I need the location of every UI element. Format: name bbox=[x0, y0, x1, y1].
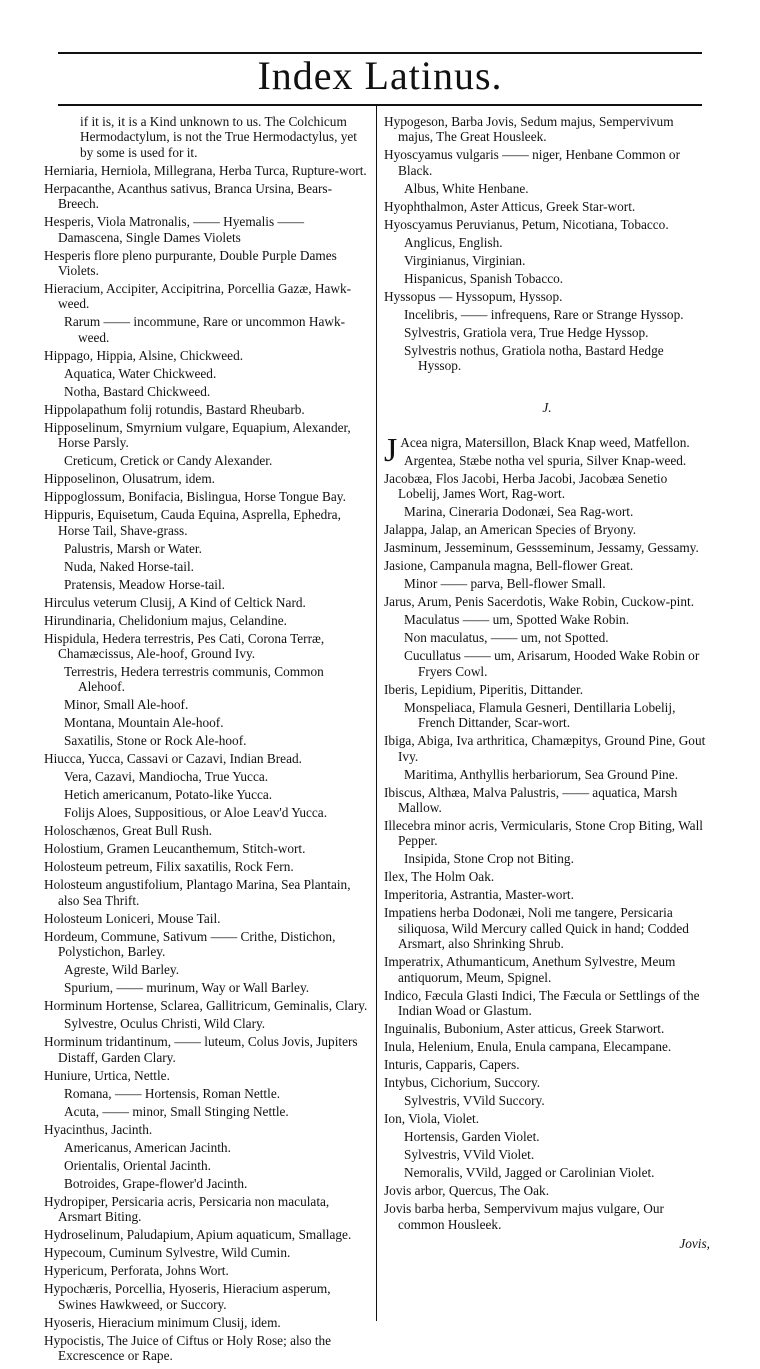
index-entry bbox=[44, 163, 368, 178]
index-entry bbox=[44, 929, 368, 960]
index-entry bbox=[64, 697, 368, 712]
index-entry bbox=[44, 1227, 368, 1242]
index-entry bbox=[404, 271, 710, 286]
index-entry bbox=[384, 818, 710, 849]
entry-text: Maritima, Anthyllis herbariorum, Sea Ground Pine. bbox=[404, 766, 679, 782]
index-entry bbox=[404, 325, 710, 340]
index-entry bbox=[44, 489, 368, 504]
entry-text: Imperatrix, Athumanticum, Anethum Sylvestre, Meum antiquorum, Meum, Spignel. bbox=[384, 954, 676, 985]
index-entry bbox=[44, 471, 368, 486]
entry-text: Romana, —— Hortensis, Roman Nettle. bbox=[64, 1085, 281, 1101]
index-entry bbox=[44, 823, 368, 838]
index-entry bbox=[44, 1333, 368, 1364]
entry-text: Holostium, Gramen Leucanthemum, Stitch-wort. bbox=[44, 841, 306, 857]
entry-text: Jasione, Campanula magna, Bell-flower Great. bbox=[384, 558, 634, 574]
entry-text: Rarum —— incommune, Rare or uncommon Hawk-weed. bbox=[64, 314, 346, 345]
index-entry bbox=[44, 1034, 368, 1065]
index-entry bbox=[404, 1165, 710, 1180]
entry-text: Jovis barba herba, Sempervivum majus vulgare, Our common Housleek. bbox=[384, 1201, 664, 1232]
index-entry bbox=[44, 595, 368, 610]
index-entry bbox=[404, 851, 710, 866]
entry-text: Albus, White Henbane. bbox=[404, 180, 529, 196]
index-entry bbox=[404, 648, 710, 679]
entry-text: Hesperis flore pleno purpurante, Double Purple Dames Violets. bbox=[44, 247, 337, 279]
catchword: Jovis, bbox=[679, 1235, 710, 1251]
title-rule bbox=[58, 104, 702, 106]
entry-text: Holosteum angustifolium, Plantago Marina, Sea Plantain, also Sea Thrift. bbox=[44, 877, 351, 908]
index-entry bbox=[64, 314, 368, 345]
entry-text: Jasminum, Jesseminum, Gessseminum, Jessamy, Gessamy. bbox=[384, 540, 699, 556]
entry-text: Hyoscyamus Peruvianus, Petum, Nicotiana, Tobacco. bbox=[384, 216, 669, 232]
index-entry bbox=[404, 1129, 710, 1144]
entry-text: Hyophthalmon, Aster Atticus, Greek Star-wort. bbox=[384, 198, 636, 214]
index-entry bbox=[384, 114, 710, 145]
index-entry bbox=[404, 307, 710, 322]
entry-text: Hetich americanum, Potato-like Yucca. bbox=[64, 787, 273, 803]
entry-text: Orientalis, Oriental Jacinth. bbox=[64, 1157, 211, 1173]
entry-text: Agreste, Wild Barley. bbox=[64, 962, 180, 978]
index-entry bbox=[404, 235, 710, 250]
index-entry bbox=[384, 147, 710, 178]
index-entry bbox=[404, 1147, 710, 1162]
entry-text: Minor —— parva, Bell-flower Small. bbox=[404, 576, 606, 592]
entry-text: Creticum, Cretick or Candy Alexander. bbox=[64, 453, 273, 469]
index-entry bbox=[384, 905, 710, 951]
index-entry bbox=[404, 700, 710, 731]
entry-text: Holosteum petreum, Filix saxatilis, Rock Fern. bbox=[44, 859, 294, 875]
index-entry bbox=[44, 348, 368, 363]
entry-text: Anglicus, English. bbox=[404, 234, 503, 250]
index-entry bbox=[404, 453, 710, 468]
entry-text: Hyoscyamus vulgaris —— niger, Henbane Common or Black. bbox=[384, 147, 681, 178]
entry-text: Hipposelinum, Smyrnium vulgare, Equapium, Alexander, Horse Parsly. bbox=[44, 419, 351, 451]
index-entry bbox=[404, 253, 710, 268]
index-entry bbox=[64, 1104, 368, 1119]
index-entry bbox=[64, 715, 368, 730]
entry-text: Ibiscus, Althæa, Malva Palustris, —— aquatica, Marsh Mallow. bbox=[384, 784, 678, 816]
entry-text: Hyoseris, Hieracium minimum Clusij, idem. bbox=[44, 1314, 281, 1330]
entry-text: Hippago, Hippia, Alsine, Chickweed. bbox=[44, 347, 244, 363]
index-entry bbox=[64, 366, 368, 381]
entry-text: Intybus, Cichorium, Succory. bbox=[384, 1075, 541, 1091]
index-entry bbox=[384, 540, 710, 555]
index-entry bbox=[384, 1021, 710, 1036]
entry-text: Ion, Viola, Violet. bbox=[384, 1111, 480, 1127]
index-entry bbox=[64, 384, 368, 399]
index-entry bbox=[384, 954, 710, 985]
entry-text: Holosteum Loniceri, Mouse Tail. bbox=[44, 910, 221, 926]
entry-text: Insipida, Stone Crop not Biting. bbox=[404, 851, 574, 867]
index-entry bbox=[64, 787, 368, 802]
entry-text: Nuda, Naked Horse-tail. bbox=[64, 558, 194, 574]
entry-text: J. bbox=[542, 399, 552, 415]
index-entry bbox=[44, 214, 368, 245]
entry-text: Folijs Aloes, Suppositious, or Aloe Leav'd Yucca. bbox=[64, 805, 328, 821]
entry-text: Jacobæa, Flos Jacobi, Herba Jacobi, Jacobæa Senetio Lobelij, James Wort, Rag-wort. bbox=[384, 471, 668, 502]
index-entry bbox=[44, 1281, 368, 1312]
index-entry bbox=[404, 181, 710, 196]
entry-text: Hirculus veterum Clusij, A Kind of Celtick Nard. bbox=[44, 594, 306, 610]
entry-text: Cucullatus —— um, Arisarum, Hooded Wake Robin or Fryers Cowl. bbox=[404, 648, 700, 679]
index-entry bbox=[44, 281, 368, 312]
index-entry bbox=[64, 980, 368, 995]
entry-text: Montana, Mountain Ale-hoof. bbox=[64, 715, 224, 731]
entry-text: Herniaria, Herniola, Millegrana, Herba Turca, Rupture-wort. bbox=[44, 162, 367, 178]
index-entry bbox=[384, 1075, 710, 1090]
left-column bbox=[44, 114, 368, 1366]
index-entry bbox=[44, 613, 368, 628]
index-entry bbox=[384, 785, 710, 816]
entry-text: Nemoralis, VVild, Jagged or Carolinian Violet. bbox=[404, 1165, 655, 1181]
index-entry bbox=[44, 507, 368, 538]
index-entry bbox=[44, 751, 368, 766]
entry-text: Impatiens herba Dodonæi, Noli me tangere, Persicaria siliquosa, Wild Mercury called Quick in hand; Codded Arsmart, also Shrinking Shrub. bbox=[384, 905, 689, 952]
index-entry bbox=[384, 988, 710, 1019]
entry-text: Hispanicus, Spanish Tobacco. bbox=[404, 270, 564, 286]
index-entry bbox=[384, 558, 710, 573]
index-entry bbox=[384, 733, 710, 764]
entry-text: Marina, Cineraria Dodonæi, Sea Rag-wort. bbox=[404, 504, 634, 520]
entry-text: Aquatica, Water Chickweed. bbox=[64, 365, 217, 381]
index-entry bbox=[404, 343, 710, 374]
entry-text: Horminum Hortense, Sclarea, Gallitricum, Geminalis, Clary. bbox=[44, 998, 368, 1014]
entry-text: Hieracium, Accipiter, Accipitrina, Porcellia Gazæ, Hawk-weed. bbox=[44, 281, 352, 312]
index-entry bbox=[64, 541, 368, 556]
index-entry bbox=[384, 869, 710, 884]
entry-text: Saxatilis, Stone or Rock Ale-hoof. bbox=[64, 733, 247, 749]
entry-text: Vera, Cazavi, Mandiocha, True Yucca. bbox=[64, 769, 269, 785]
index-entry bbox=[384, 1057, 710, 1072]
index-entry bbox=[404, 612, 710, 627]
entry-text: Spurium, —— murinum, Way or Wall Barley. bbox=[64, 980, 310, 996]
index-entry bbox=[384, 1183, 710, 1198]
entry-text: Hortensis, Garden Violet. bbox=[404, 1129, 540, 1145]
index-entry bbox=[384, 289, 710, 304]
index-entry bbox=[404, 767, 710, 782]
index-entry bbox=[404, 1093, 710, 1108]
entry-text: Monspeliaca, Flamula Gesneri, Dentillaria Lobelij, French Dittander, Scar-wort. bbox=[404, 699, 676, 731]
index-entry bbox=[404, 630, 710, 645]
entry-text: Ilex, The Holm Oak. bbox=[384, 869, 495, 885]
entry-text: Sylvestris, Gratiola vera, True Hedge Hyssop. bbox=[404, 324, 649, 340]
entry-text: Holoschænos, Great Bull Rush. bbox=[44, 823, 213, 839]
index-entry bbox=[80, 114, 368, 160]
index-entry bbox=[44, 402, 368, 417]
index-entry bbox=[64, 733, 368, 748]
entry-text: Hypericum, Perforata, Johns Wort. bbox=[44, 1263, 229, 1279]
entry-text: Hipposelinon, Olusatrum, idem. bbox=[44, 471, 215, 487]
index-entry bbox=[44, 1194, 368, 1225]
entry-text: Sylvestris, VVild Violet. bbox=[404, 1147, 535, 1163]
entry-text: Hordeum, Commune, Sativum —— Crithe, Distichon, Polystichon, Barley. bbox=[44, 928, 336, 960]
entry-text: Pratensis, Meadow Horse-tail. bbox=[64, 576, 226, 592]
index-entry bbox=[64, 664, 368, 695]
index-entry bbox=[384, 522, 710, 537]
right-column bbox=[384, 114, 710, 1251]
index-entry bbox=[384, 199, 710, 214]
index-entry bbox=[384, 682, 710, 697]
index-entry bbox=[404, 504, 710, 519]
index-entry bbox=[44, 1122, 368, 1137]
entry-text: Hyacinthus, Jacinth. bbox=[44, 1121, 153, 1137]
index-entry bbox=[384, 471, 710, 502]
index-entry bbox=[44, 248, 368, 279]
index-entry bbox=[44, 1245, 368, 1260]
index-entry bbox=[384, 1039, 710, 1054]
entry-text: Minor, Small Ale-hoof. bbox=[64, 697, 189, 713]
entry-text: Jarus, Arum, Penis Sacerdotis, Wake Robin, Cuckow-pint. bbox=[384, 594, 695, 610]
index-entry bbox=[64, 962, 368, 977]
entry-text: Ibiga, Abiga, Iva arthritica, Chamæpitys, Ground Pine, Gout Ivy. bbox=[384, 733, 706, 764]
index-entry bbox=[384, 887, 710, 902]
entry-text: Jalappa, Jalap, an American Species of Bryony. bbox=[384, 522, 637, 538]
entry-text: Hispidula, Hedera terrestris, Pes Cati, Corona Terræ, Chamæcissus, Ale-hoof, Ground Ivy. bbox=[44, 630, 325, 662]
entry-text: Iberis, Lepidium, Piperitis, Dittander. bbox=[384, 681, 584, 697]
index-entry bbox=[44, 181, 368, 212]
index-entry bbox=[64, 1140, 368, 1155]
entry-text: Hydroselinum, Paludapium, Apium aquaticum, Smallage. bbox=[44, 1227, 352, 1243]
entry-text: Hypogeson, Barba Jovis, Sedum majus, Sempervivum majus, The Great Housleek. bbox=[384, 114, 674, 145]
index-entry bbox=[44, 841, 368, 856]
index-entry bbox=[64, 453, 368, 468]
entry-text: Inturis, Capparis, Capers. bbox=[384, 1057, 520, 1073]
entry-text: Hypochæris, Porcellia, Hyoseris, Hieracium asperum, Swines Hawkweed, or Succory. bbox=[44, 1281, 331, 1312]
entry-text: Terrestris, Hedera terrestris communis, Common Alehoof. bbox=[64, 664, 324, 695]
index-entry bbox=[64, 559, 368, 574]
entry-text: Notha, Bastard Chickweed. bbox=[64, 383, 211, 399]
entry-text: Sylvestris, VVild Succory. bbox=[404, 1093, 545, 1109]
index-entry bbox=[44, 1263, 368, 1278]
entry-text: Virginianus, Virginian. bbox=[404, 252, 526, 268]
entry-text: Hydropiper, Persicaria acris, Persicaria non maculata, Arsmart Biting. bbox=[44, 1193, 330, 1225]
entry-text: Hippuris, Equisetum, Cauda Equina, Asprella, Ephedra, Horse Tail, Shave-grass. bbox=[44, 507, 341, 538]
entry-text: Incelibris, —— infrequens, Rare or Strange Hyssop. bbox=[404, 306, 684, 322]
index-entry bbox=[384, 1201, 710, 1232]
entry-text: Huniure, Urtica, Nettle. bbox=[44, 1067, 170, 1083]
entry-text: Hiucca, Yucca, Cassavi or Cazavi, Indian Bread. bbox=[44, 751, 302, 767]
page-title: Index Latinus. bbox=[257, 53, 503, 98]
entry-text: Acuta, —— minor, Small Stinging Nettle. bbox=[64, 1103, 289, 1119]
entry-text: Americanus, American Jacinth. bbox=[64, 1139, 231, 1155]
entry-text: Hypecoum, Cuminum Sylvestre, Wild Cumin. bbox=[44, 1245, 291, 1261]
column-divider bbox=[376, 106, 377, 1321]
entry-text: Sylvestre, Oculus Christi, Wild Clary. bbox=[64, 1016, 266, 1032]
index-entry bbox=[404, 576, 710, 591]
section-letter bbox=[384, 400, 710, 415]
entry-text: Imperitoria, Astrantia, Master-wort. bbox=[384, 887, 574, 903]
index-entry bbox=[44, 877, 368, 908]
index-entry bbox=[44, 859, 368, 874]
index-entry bbox=[44, 911, 368, 926]
entry-text: Acea nigra, Matersillon, Black Knap weed, Matfellon. bbox=[400, 435, 690, 451]
entry-text: Maculatus —— um, Spotted Wake Robin. bbox=[404, 612, 630, 628]
entry-text: Argentea, Stæbe notha vel spuria, Silver Knap-weed. bbox=[404, 453, 687, 469]
index-entry bbox=[384, 594, 710, 609]
index-entry bbox=[64, 1016, 368, 1031]
index-entry bbox=[384, 1111, 710, 1126]
index-entry bbox=[44, 420, 368, 451]
entry-text: Palustris, Marsh or Water. bbox=[64, 540, 202, 556]
index-entry bbox=[44, 1068, 368, 1083]
index-entry bbox=[64, 1176, 368, 1191]
entry-text: Sylvestris nothus, Gratiola notha, Bastard Hedge Hyssop. bbox=[404, 342, 664, 374]
entry-text: Horminum tridantinum, —— luteum, Colus Jovis, Jupiters Distaff, Garden Clary. bbox=[44, 1034, 358, 1065]
entry-text: Hirundinaria, Chelidonium majus, Celandine. bbox=[44, 612, 287, 628]
index-entry bbox=[64, 1086, 368, 1101]
entry-text: Inula, Helenium, Enula, Enula campana, Elecampane. bbox=[384, 1039, 672, 1055]
entry-text: Jovis arbor, Quercus, The Oak. bbox=[384, 1183, 550, 1199]
entry-text: Hypocistis, The Juice of Ciftus or Holy Rose; also the Excrescence or Rape. bbox=[44, 1332, 332, 1363]
entry-text: Hesperis, Viola Matronalis, —— Hyemalis —— Damascena, Single Dames Violets bbox=[44, 214, 305, 245]
entry-text: Botroides, Grape-flower'd Jacinth. bbox=[64, 1175, 248, 1191]
entry-text: Illecebra minor acris, Vermicularis, Stone Crop Biting, Wall Pepper. bbox=[384, 818, 703, 849]
entry-text: Hyssopus — Hyssopum, Hyssop. bbox=[384, 288, 563, 304]
entry-text: Indico, Fæcula Glasti Indici, The Fæcula or Settlings of the Indian Woad or Glastum. bbox=[384, 987, 700, 1019]
entry-text: Hippoglossum, Bonifacia, Bislingua, Horse Tongue Bay. bbox=[44, 489, 346, 505]
entry-text: Inguinalis, Bubonium, Aster atticus, Greek Starwort. bbox=[384, 1021, 665, 1037]
entry-text: Hippolapathum folij rotundis, Bastard Rheubarb. bbox=[44, 401, 305, 417]
index-entry bbox=[44, 998, 368, 1013]
index-entry bbox=[64, 1158, 368, 1173]
entry-text: Non maculatus, —— um, not Spotted. bbox=[404, 630, 609, 646]
entry-text: Herpacanthe, Acanthus sativus, Branca Ursina, Bears-Breech. bbox=[44, 180, 332, 212]
index-entry bbox=[64, 577, 368, 592]
index-entry bbox=[44, 1315, 368, 1330]
entry-text: if it is, it is a Kind unknown to us. The Colchicum Hermodactylum, is not the True Hermodactylus, yet by some is used for it. bbox=[80, 114, 357, 160]
index-entry bbox=[384, 217, 710, 232]
index-entry bbox=[44, 631, 368, 662]
index-entry bbox=[64, 805, 368, 820]
drop-cap: J bbox=[384, 432, 398, 470]
index-entry bbox=[64, 769, 368, 784]
